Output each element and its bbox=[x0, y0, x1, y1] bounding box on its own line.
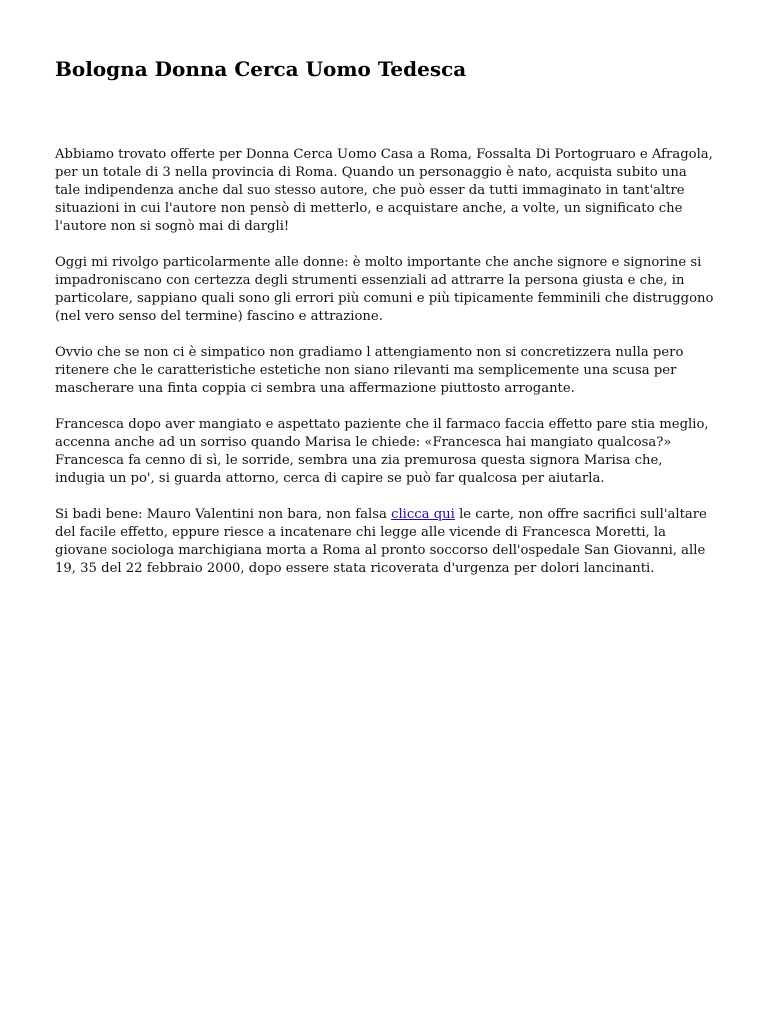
paragraph-5 bbox=[55, 506, 714, 578]
paragraph-2: Oggi mi rivolgo particolarmente alle donne: è molto importante che anche signore e signorine si impadroniscano con certezza degli strumenti essenziali ad attrarre la persona giusta e che, in particolare, sappiano quali sono gli errori più comuni e più tipicamente femminili che distruggono (nel vero senso del termine) fascino e attrazione. bbox=[55, 255, 714, 324]
clicca-qui-link[interactable]: clicca qui bbox=[391, 507, 455, 522]
paragraph-1: Abbiamo trovato offerte per Donna Cerca Uomo Casa a Roma, Fossalta Di Portogruaro e Afragola, per un totale di 3 nella provincia di Roma. Quando un personaggio è nato, acquista subito una tale indipendenza anche dal suo stesso autore, che può esser da tutti immaginato in tant'altre situazioni in cui l'autore non pensò di metterlo, e acquistare anche, a volte, un significato che l'autore non si sognò mai di dargli! bbox=[55, 147, 713, 234]
paragraph-4: Francesca dopo aver mangiato e aspettato paziente che il farmaco faccia effetto pare stia meglio, accenna anche ad un sorriso quando Marisa le chiede: «Francesca hai mangiato qualcosa?» Francesca fa cenno di sì, le sorride, sembra una zia premurosa questa signora Marisa che, indugia un po', si guarda attorno, cerca di capire se può far qualcosa per aiutarla. bbox=[55, 417, 709, 486]
paragraph-3: Ovvio che se non ci è simpatico non gradiamo l attengiamento non si concretizzera nulla pero ritenere che le caratteristiche estetiche non siano rilevanti ma semplicemente una scusa per mascherare una finta coppia ci sembra una affermazione piuttosto arrogante. bbox=[55, 345, 684, 396]
paragraph-5-after-link: le carte, non offre sacrifici sull'altare del facile effetto, eppure riesce a incatenare chi legge alle vicende di Francesca Moretti, la giovane sociologa marchigiana morta a Roma al pronto soccorso dell'ospedale San Giovanni, alle 19, 35 del 22 febbraio 2000, dopo essere stata ricoverata d'urgenza per dolori lancinanti. bbox=[55, 507, 707, 576]
paragraph-5-before-link: Si badi bene: Mauro Valentini non bara, non falsa bbox=[55, 507, 392, 522]
page-title: Bologna Donna Cerca Uomo Tedesca bbox=[55, 57, 467, 81]
article-body bbox=[55, 146, 714, 578]
